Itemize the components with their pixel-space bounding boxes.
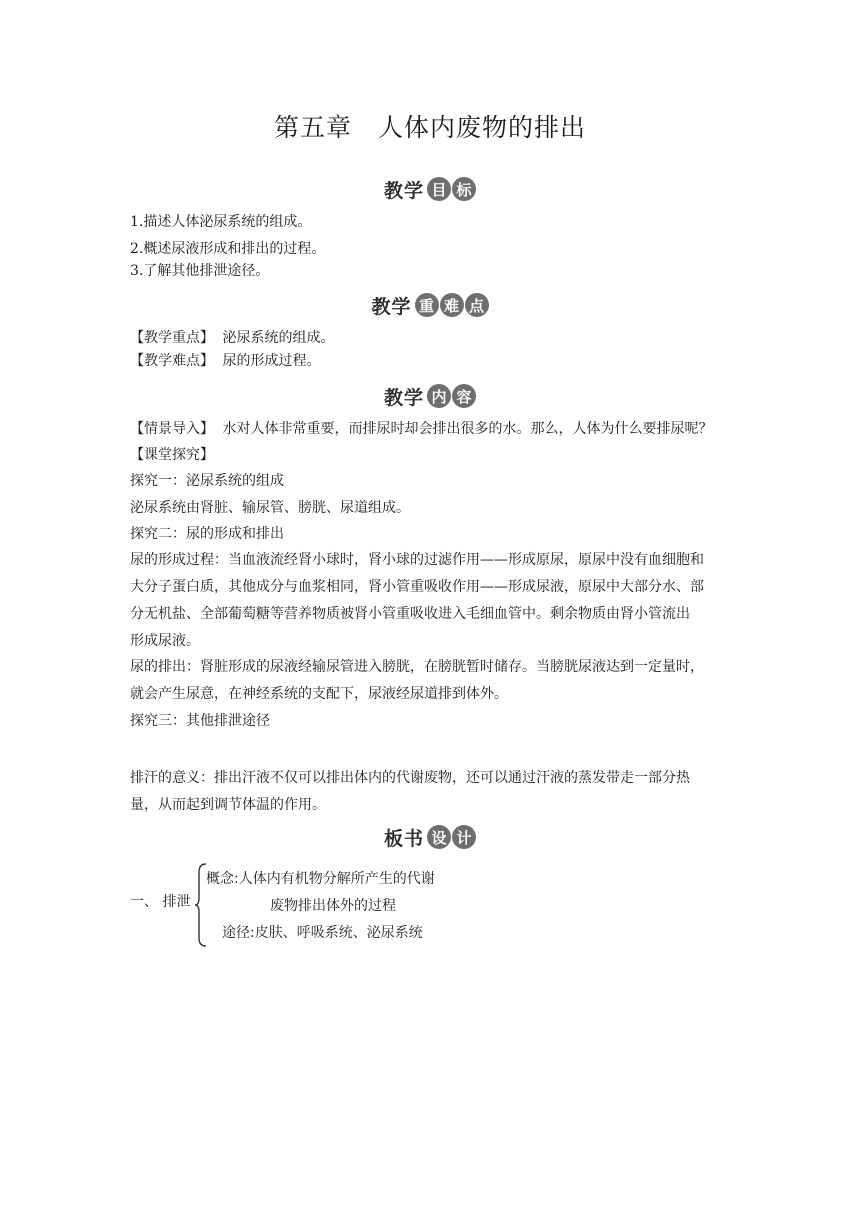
section-header-objectives — [0, 174, 860, 204]
board-concept-line1: 概念:人体内有机物分解所产生的代谢 — [206, 871, 435, 887]
key-point-focus — [130, 327, 735, 349]
board-label: 一、 排泄 — [130, 894, 191, 910]
section-header-text: 教学 — [383, 179, 424, 202]
section-header-circle-char: 计 — [452, 825, 476, 849]
key-point-difficulty — [130, 350, 735, 372]
section-header-circle-char: 标 — [452, 177, 476, 201]
intro-label: 【情景导入】 — [130, 421, 214, 437]
explore2-title: 探究二：尿的形成和排出 — [130, 526, 284, 542]
section-header-text: 教学 — [383, 386, 424, 409]
section-header-circle-char: 目 — [427, 177, 451, 201]
intro-paragraph — [130, 418, 735, 440]
section-header-content — [0, 381, 860, 411]
explore1-text: 泌尿系统由肾脏、输尿管、膀胱、尿道组成。 — [130, 500, 410, 516]
chapter-title: 第五章 人体内废物的排出 — [273, 113, 586, 142]
explore-label: 【课堂探究】 — [130, 447, 214, 463]
section-header-text: 教学 — [371, 295, 412, 318]
intro-text: 水对人体非常重要，而排尿时却会排出很多的水。那么，人体为什么要排尿呢？ — [222, 421, 713, 437]
section-header-key-points — [0, 290, 860, 320]
focus-label: 【教学重点】 — [130, 330, 214, 346]
section-header-circle-char: 点 — [465, 293, 489, 317]
formation-line: 分无机盐、全部葡萄糖等营养物质被肾小管重吸收进入毛细血管中。剩余物质由肾小管流出 — [130, 606, 690, 622]
board-concept-line2: 废物排出体外的过程 — [270, 898, 396, 914]
explore1-title: 探究一：泌尿系统的组成 — [130, 473, 284, 489]
discharge-line: 尿的排出：肾脏形成的尿液经输尿管进入膀胱，在膀胱暂时储存。当膀胱尿液达到一定量时， — [130, 659, 704, 675]
difficulty-text: 尿的形成过程。 — [222, 353, 321, 369]
explore3-title: 探究三：其他排泄途径 — [130, 713, 270, 729]
objective-item: 2.概述尿液形成和排出的过程。 — [130, 241, 326, 257]
section-header-circle-char: 容 — [452, 384, 476, 408]
section-header-board — [0, 822, 860, 852]
section-header-circle-char: 难 — [440, 293, 464, 317]
board-routes: 途径:皮肤、呼吸系统、泌尿系统 — [222, 925, 423, 941]
formation-line: 形成尿液。 — [130, 633, 200, 649]
sweat-line: 排汗的意义：排出汗液不仅可以排出体内的代谢废物，还可以通过汗液的蒸发带走一部分热 — [130, 770, 690, 786]
focus-text: 泌尿系统的组成。 — [222, 330, 335, 346]
objective-item: 3.了解其他排泄途径。 — [130, 263, 270, 279]
objective-item: 1.描述人体泌尿系统的组成。 — [130, 214, 312, 230]
difficulty-label: 【教学难点】 — [130, 353, 214, 369]
formation-line: 尿的形成过程：当血液流经肾小球时，肾小球的过滤作用——形成原尿，原尿中没有血细胞和 — [130, 552, 704, 568]
sweat-line: 量，从而起到调节体温的作用。 — [130, 797, 326, 813]
section-header-circle-char: 重 — [415, 293, 439, 317]
section-header-text: 板书 — [383, 827, 424, 850]
formation-line: 大分子蛋白质，其他成分与血浆相同，肾小管重吸收作用——形成尿液，原尿中大部分水、部 — [130, 579, 704, 595]
section-header-circle-char: 内 — [427, 384, 451, 408]
discharge-line: 就会产生尿意，在神经系统的支配下，尿液经尿道排到体外。 — [130, 686, 508, 702]
section-header-circle-char: 设 — [427, 825, 451, 849]
